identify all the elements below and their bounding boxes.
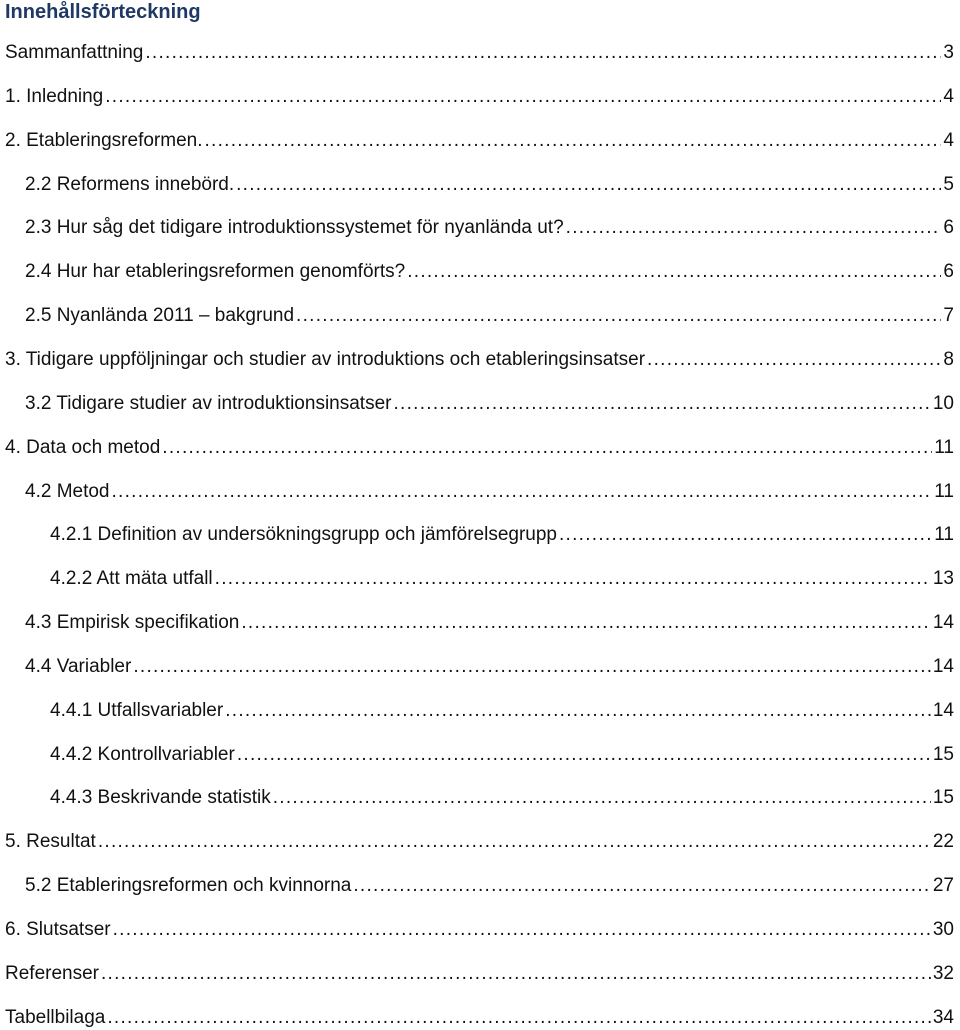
toc-entry-title: 2.5 Nyanlända 2011 – bakgrund [25, 305, 295, 327]
toc-entry-title: 1. Inledning [5, 85, 104, 107]
toc-entry[interactable] [0, 344, 960, 372]
toc-entry[interactable] [0, 826, 960, 854]
toc-leader-dots [113, 918, 931, 942]
toc-leader-dots [407, 260, 941, 284]
toc-entry-title: 2.2 Reformens innebörd. [25, 173, 235, 195]
toc-leader-dots [353, 874, 931, 898]
toc-page-number: 4 [943, 85, 954, 107]
toc-leader-dots [296, 304, 941, 328]
toc-entry-title: 4. Data och metod [5, 436, 161, 458]
toc-entry-title: 3. Tidigare uppföljningar och studier av introduktions och etableringsinsatser [5, 348, 646, 370]
toc-page-number: 6 [943, 217, 954, 239]
toc-page-number: 15 [932, 787, 954, 809]
toc-leader-dots [393, 392, 930, 416]
toc-entry[interactable] [0, 870, 960, 898]
toc-page-number: 3 [943, 42, 954, 63]
toc-leader-dots [101, 962, 931, 986]
toc-leader-dots [241, 611, 930, 635]
toc-leader-dots [107, 1006, 931, 1030]
toc-page-number: 10 [932, 392, 954, 414]
toc-entry-title: 4.4 Variabler [25, 655, 132, 677]
toc-entry-title: 5.2 Etableringsreformen och kvinnorna [25, 875, 352, 897]
toc-page-number: 11 [934, 480, 954, 502]
toc-entry[interactable] [0, 212, 960, 240]
toc-page-number: 30 [932, 919, 954, 940]
toc-entry[interactable] [0, 651, 960, 679]
toc-entry[interactable] [0, 81, 960, 109]
toc-page-number: 14 [932, 612, 954, 634]
toc-entry[interactable] [0, 476, 960, 504]
toc-entry-title: 4.4.3 Beskrivande statistik [50, 787, 271, 809]
toc-leader-dots [98, 830, 931, 854]
toc-entry[interactable] [0, 739, 960, 767]
toc-entry-title: 4.3 Empirisk specifikation [25, 612, 240, 634]
toc-entry-title: 4.2.2 Att mäta utfall [50, 568, 213, 590]
toc-leader-dots [559, 523, 932, 547]
toc-page-number: 13 [932, 568, 954, 590]
toc-entry[interactable] [0, 256, 960, 284]
toc-entry-title: Referenser [5, 962, 99, 984]
toc-entry[interactable] [0, 563, 960, 591]
toc-entry[interactable] [0, 519, 960, 547]
toc-entry[interactable] [0, 695, 960, 723]
toc-entry[interactable] [0, 782, 960, 810]
toc-leader-dots [145, 41, 941, 65]
toc-page-number: 34 [932, 1006, 954, 1028]
toc-entry-title: 4.4.1 Utfallsvariabler [50, 699, 224, 721]
toc-entry[interactable] [0, 1002, 960, 1030]
toc-entry-title: 6. Slutsatser [5, 919, 111, 940]
toc-leader-dots [133, 655, 931, 679]
toc-leader-dots [237, 743, 931, 767]
toc-entry-title: 4.4.2 Kontrollvariabler [50, 743, 235, 765]
toc-entry[interactable] [0, 37, 960, 65]
toc-page-number: 14 [932, 655, 954, 677]
toc-leader-dots [162, 436, 932, 460]
toc-leader-dots [112, 480, 933, 504]
toc-entry[interactable] [0, 958, 960, 986]
toc-leader-dots [566, 216, 942, 240]
toc-page-number: 11 [934, 436, 954, 458]
toc-entry-title: 5. Resultat [5, 831, 96, 853]
toc-entry[interactable] [0, 607, 960, 635]
toc-entry-title: 2.3 Hur såg det tidigare introduktionssystemet för nyanlända ut? [25, 217, 564, 239]
toc-page-number: 7 [943, 305, 954, 327]
toc-entry[interactable] [0, 169, 960, 197]
toc-leader-dots [236, 173, 941, 197]
toc-entry-title: Tabellbilaga [5, 1006, 106, 1028]
toc-page-number: 5 [943, 173, 954, 195]
toc-entry-title: 3.2 Tidigare studier av introduktionsinsatser [25, 392, 392, 414]
toc-leader-dots [225, 699, 931, 723]
toc-leader-dots [273, 786, 931, 810]
toc-page-number: 27 [932, 875, 954, 897]
toc-page-number: 8 [943, 348, 954, 370]
toc-leader-dots [205, 129, 942, 153]
toc-leader-dots [647, 348, 941, 372]
toc-entry[interactable] [0, 432, 960, 460]
toc-entry[interactable] [0, 125, 960, 153]
toc-page-number: 32 [932, 962, 954, 984]
toc-leader-dots [215, 567, 931, 591]
toc-entry[interactable] [0, 300, 960, 328]
toc-entry-title: Sammanfattning [5, 42, 144, 63]
toc-heading: Innehållsförteckning [5, 1, 201, 23]
toc-page-number: 11 [934, 524, 954, 546]
toc-entry-title: 2. Etableringsreformen. [5, 129, 203, 151]
toc-entry[interactable] [0, 914, 960, 942]
toc-page-number: 15 [932, 743, 954, 765]
toc-entry[interactable] [0, 388, 960, 416]
toc-leader-dots [105, 85, 941, 109]
toc-page-number: 4 [943, 129, 954, 151]
toc-page-number: 6 [943, 261, 954, 283]
toc-page-number: 22 [932, 831, 954, 853]
toc-entry-title: 2.4 Hur har etableringsreformen genomförts? [25, 261, 406, 283]
toc-page-number: 14 [932, 699, 954, 721]
toc-entry-title: 4.2.1 Definition av undersökningsgrupp och jämförelsegrupp [50, 524, 557, 546]
toc-entry-title: 4.2 Metod [25, 480, 110, 502]
